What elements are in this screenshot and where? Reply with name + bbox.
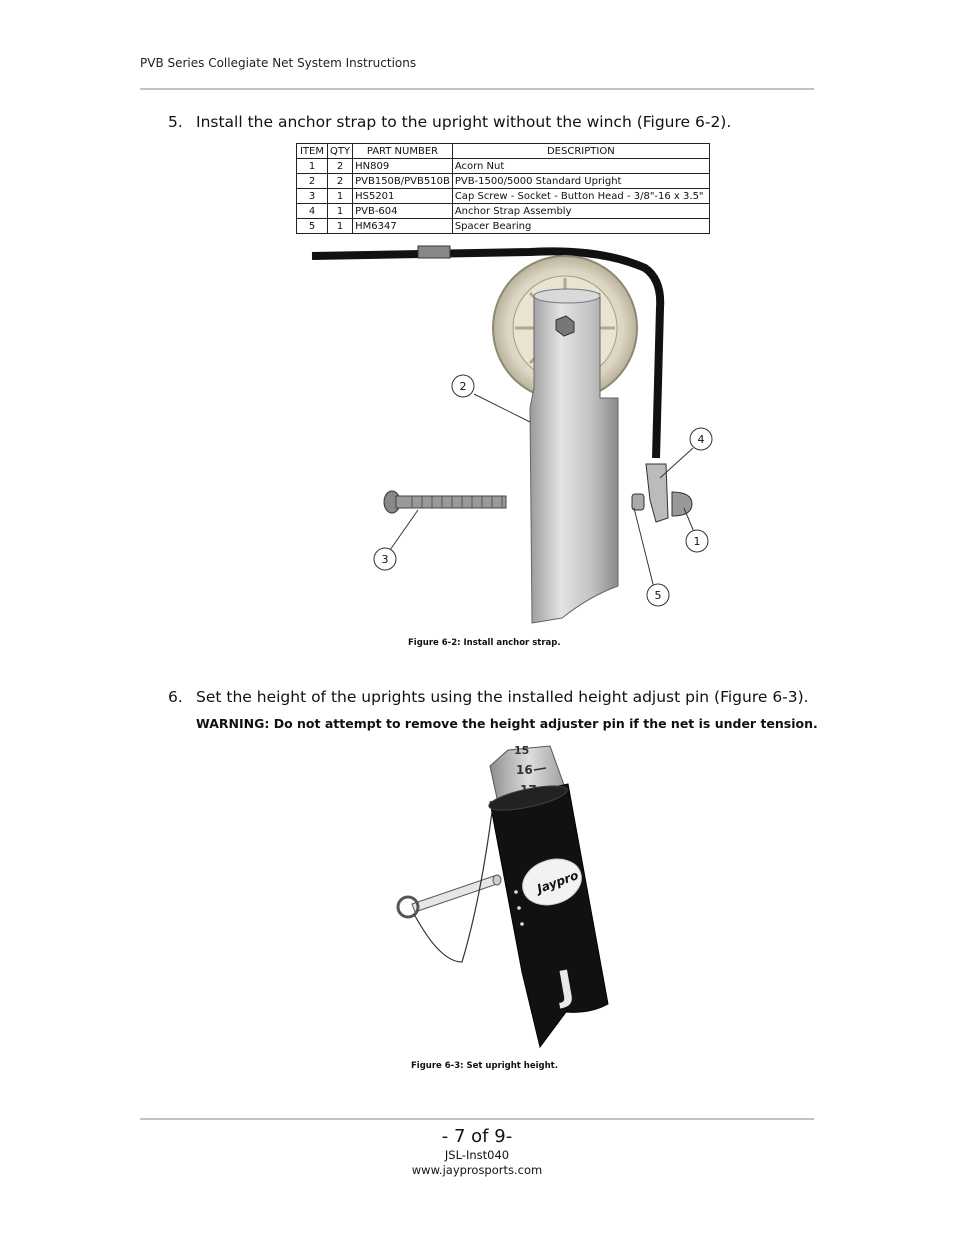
svg-text:4: 4: [697, 433, 705, 446]
parts-table: [296, 143, 710, 234]
cell-qty: 1: [328, 219, 353, 234]
cell-description: Acorn Nut: [452, 159, 709, 174]
step-5-text: Install the anchor strap to the upright without the winch (Figure 6-2).: [196, 113, 732, 131]
cell-part-number: HS5201: [353, 189, 453, 204]
table-row: [297, 159, 710, 174]
col-description-header: DESCRIPTION: [452, 144, 709, 159]
jaypro-logo-text: Jaypro: [535, 868, 581, 896]
step-5-number: 5.: [168, 113, 183, 131]
header-divider: [140, 88, 814, 90]
website-url: www.jayprosports.com: [411, 1163, 543, 1177]
figure-6-2-caption: Figure 6-2: Install anchor strap.: [408, 638, 561, 648]
cell-description: Anchor Strap Assembly: [452, 204, 709, 219]
cell-description: Cap Screw - Socket - Button Head - 3/8"-16 x 3.5": [452, 189, 709, 204]
spacer-bearing: [632, 494, 644, 510]
scale-mark-16: 16: [516, 763, 533, 777]
scale-mark-15: 15: [514, 744, 530, 757]
cell-item: 5: [297, 219, 328, 234]
warning-text: : Do not attempt to remove the height adjuster pin if the net is under tension.: [264, 716, 818, 731]
outer-sleeve: [490, 784, 608, 1047]
step-6: [168, 688, 809, 706]
page-number: - 7 of 9-: [441, 1126, 513, 1147]
acorn-nut: [672, 492, 692, 516]
svg-text:2: 2: [459, 380, 467, 393]
table-row: [297, 174, 710, 189]
cell-description: PVB-1500/5000 Standard Upright: [452, 174, 709, 189]
callout-4: [690, 428, 712, 450]
cell-qty: 1: [328, 204, 353, 219]
callout-1: [686, 530, 708, 552]
strap-bracket: [646, 464, 668, 522]
parts-table-header-row: [297, 144, 710, 159]
col-part-number-header: PART NUMBER: [353, 144, 453, 159]
step-6-number: 6.: [168, 688, 183, 706]
footer-divider: [140, 1118, 814, 1120]
callout-2: [452, 375, 474, 397]
cell-part-number: HN809: [353, 159, 453, 174]
cell-qty: 1: [328, 189, 353, 204]
cell-part-number: HM6347: [353, 219, 453, 234]
figure-6-3-caption: Figure 6-3: Set upright height.: [411, 1061, 558, 1071]
sleeve-letter: J: [554, 962, 578, 1011]
cell-description: Spacer Bearing: [452, 219, 709, 234]
cell-item: 1: [297, 159, 328, 174]
cell-item: 4: [297, 204, 328, 219]
svg-text:5: 5: [654, 589, 662, 602]
cell-item: 2: [297, 174, 328, 189]
running-header: PVB Series Collegiate Net System Instructions: [140, 56, 417, 70]
height-adjust-figure: [390, 742, 630, 1052]
svg-text:3: 3: [381, 553, 389, 566]
cell-qty: 2: [328, 159, 353, 174]
pin-lanyard: [414, 812, 492, 962]
warning-note: [196, 716, 818, 731]
cell-part-number: PVB-604: [353, 204, 453, 219]
col-item-header: ITEM: [297, 144, 328, 159]
step-6-text: Set the height of the uprights using the installed height adjust pin (Figure 6-3).: [196, 688, 809, 706]
cap-screw: [384, 491, 506, 513]
col-qty-header: QTY: [328, 144, 353, 159]
document-id: JSL-Inst040: [444, 1148, 510, 1162]
cell-part-number: PVB150B/PVB510B: [353, 174, 453, 189]
anchor-strap-figure: [300, 238, 740, 630]
svg-text:1: 1: [693, 535, 701, 548]
cell-item: 3: [297, 189, 328, 204]
callout-3: [374, 548, 396, 570]
table-row: [297, 219, 710, 234]
table-row: [297, 204, 710, 219]
warning-label: WARNING: [196, 716, 265, 731]
cell-qty: 2: [328, 174, 353, 189]
table-row: [297, 189, 710, 204]
step-5: [168, 113, 731, 131]
callout-5: [647, 584, 669, 606]
height-adjust-pin: [398, 875, 501, 917]
